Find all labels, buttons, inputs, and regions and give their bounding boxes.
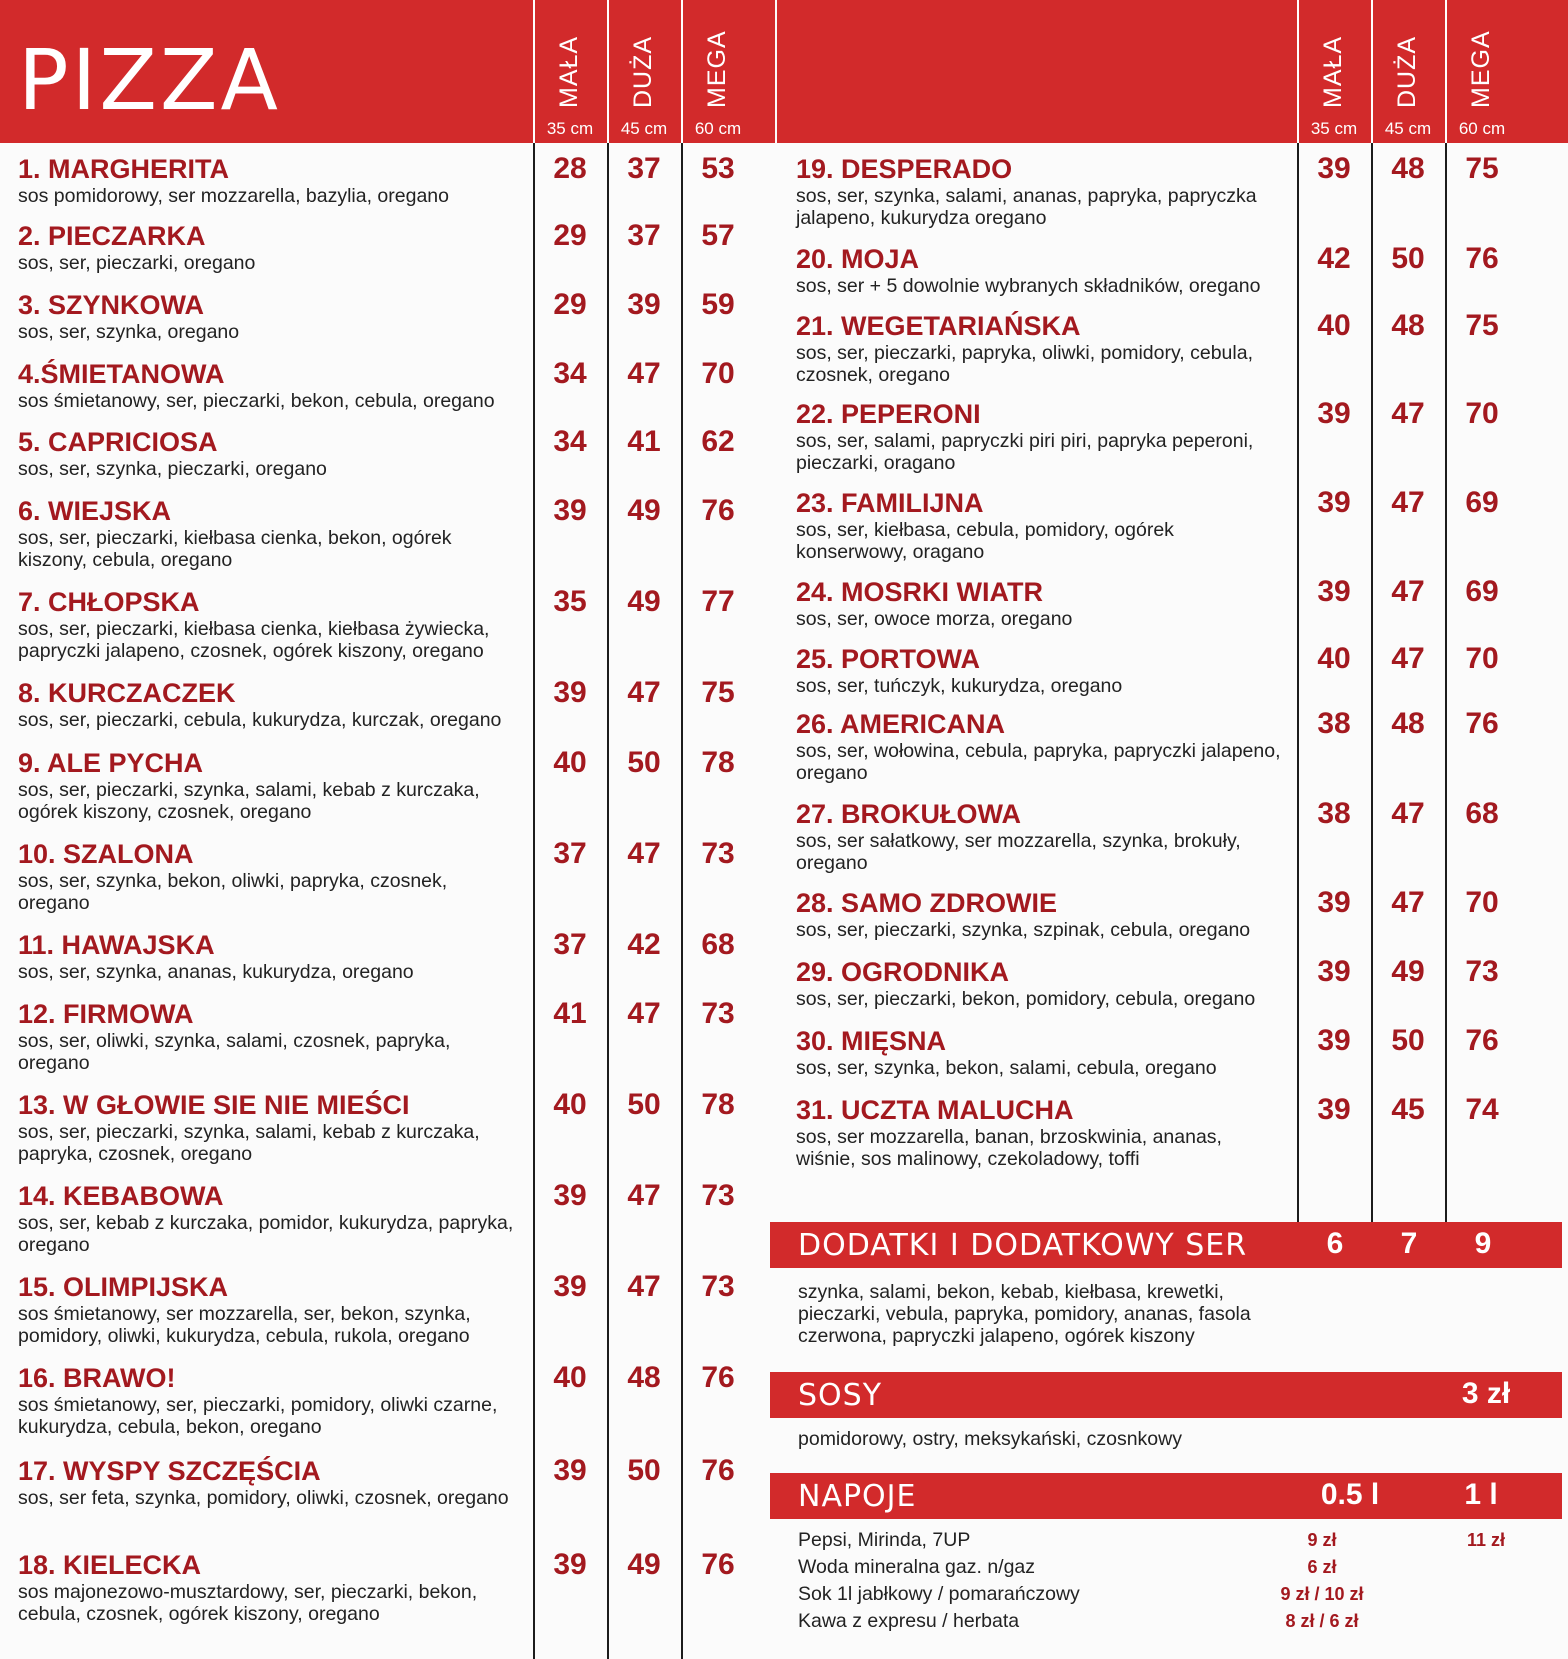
item-price-small: 39 bbox=[553, 676, 587, 709]
item-name: 22. PEPERONI bbox=[796, 399, 981, 429]
item-name: 24. MOSRKI WIATR bbox=[796, 577, 1044, 607]
drink-name: Kawa z expresu / herbata bbox=[798, 1610, 1020, 1632]
drink-price-05l: 8 zł / 6 zł bbox=[1285, 1611, 1359, 1631]
menu-item bbox=[796, 643, 1284, 697]
item-price-mega: 59 bbox=[701, 288, 735, 321]
item-price-small: 39 bbox=[553, 1179, 587, 1212]
item-price-small: 39 bbox=[1317, 397, 1351, 430]
item-price-small: 34 bbox=[553, 357, 587, 390]
item-price-mega: 73 bbox=[1465, 955, 1499, 988]
extras-price-large: 7 bbox=[1400, 1227, 1418, 1260]
menu-item bbox=[18, 586, 523, 662]
item-price-small: 39 bbox=[1317, 486, 1351, 519]
drinks-header bbox=[770, 1473, 1562, 1519]
item-price-large: 47 bbox=[1391, 397, 1425, 430]
right-size-header-0 bbox=[1299, 0, 1369, 143]
item-price-small: 39 bbox=[1317, 575, 1351, 608]
item-price-small: 37 bbox=[553, 928, 587, 961]
menu-item bbox=[18, 289, 523, 343]
item-price-mega: 73 bbox=[701, 1179, 735, 1212]
size-cm: 45 cm bbox=[620, 119, 668, 138]
item-description: sos, ser sałatkowy, ser mozzarella, szynka, brokuły, oregano bbox=[796, 830, 1241, 874]
item-price-small: 35 bbox=[553, 585, 587, 618]
item-price-large: 48 bbox=[1391, 707, 1425, 740]
menu-item bbox=[18, 747, 523, 823]
item-description: sos, ser, pieczarki, szynka, salami, kebab z kurczaka, ogórek kiszony, czosnek, oregano bbox=[18, 779, 480, 823]
right-size-header-2 bbox=[1447, 0, 1517, 143]
item-price-large: 47 bbox=[1391, 886, 1425, 919]
item-price-small: 39 bbox=[553, 1270, 587, 1303]
menu-item bbox=[796, 243, 1284, 297]
item-price-mega: 76 bbox=[1465, 242, 1499, 275]
item-price-mega: 76 bbox=[1465, 1024, 1499, 1057]
item-price-large: 50 bbox=[627, 1454, 661, 1487]
item-price-large: 39 bbox=[627, 288, 661, 321]
drink-name: Sok 1l jabłkowy / pomarańczowy bbox=[798, 1583, 1080, 1605]
item-price-mega: 73 bbox=[701, 1270, 735, 1303]
item-name: 14. KEBABOWA bbox=[18, 1181, 224, 1211]
menu-item bbox=[796, 887, 1284, 941]
item-price-large: 49 bbox=[627, 494, 661, 527]
menu-item bbox=[18, 998, 523, 1074]
header-divider bbox=[533, 0, 535, 143]
item-description: sos, ser, szynka, oregano bbox=[18, 321, 240, 343]
item-name: 5. CAPRICIOSA bbox=[18, 427, 218, 457]
item-description: sos, ser, szynka, bekon, oliwki, papryka, czosnek, oregano bbox=[18, 870, 448, 914]
item-price-small: 39 bbox=[1317, 152, 1351, 185]
item-name: 23. FAMILIJNA bbox=[796, 488, 984, 518]
item-price-large: 47 bbox=[627, 1179, 661, 1212]
item-name: 8. KURCZACZEK bbox=[18, 678, 236, 708]
item-price-small: 38 bbox=[1317, 707, 1351, 740]
item-price-mega: 76 bbox=[701, 1548, 735, 1581]
extras-price-mega: 9 bbox=[1474, 1227, 1492, 1260]
item-price-mega: 68 bbox=[701, 928, 735, 961]
item-name: 13. W GŁOWIE SIE NIE MIEŚCI bbox=[18, 1090, 410, 1120]
menu-item bbox=[796, 1025, 1284, 1079]
item-description: sos, ser + 5 dowolnie wybranych składników, oregano bbox=[796, 275, 1261, 297]
item-price-mega: 73 bbox=[701, 997, 735, 1030]
item-description: sos śmietanowy, ser mozzarella, ser, bekon, szynka, pomidory, oliwki, kukurydza, cebula, rukola, oregano bbox=[18, 1303, 471, 1347]
menu-item bbox=[18, 1362, 523, 1438]
menu-item bbox=[18, 1455, 523, 1509]
size-cm: 45 cm bbox=[1384, 119, 1432, 138]
item-description: sos, ser, pieczarki, bekon, pomidory, cebula, oregano bbox=[796, 988, 1256, 1010]
menu-item bbox=[18, 838, 523, 914]
item-price-large: 47 bbox=[627, 837, 661, 870]
item-price-small: 34 bbox=[553, 425, 587, 458]
item-name: 4.ŚMIETANOWA bbox=[18, 359, 225, 389]
item-price-mega: 76 bbox=[1465, 707, 1499, 740]
item-name: 9. ALE PYCHA bbox=[18, 748, 204, 778]
menu-item bbox=[18, 220, 523, 274]
item-description: sos śmietanowy, ser, pieczarki, pomidory, oliwki czarne, kukurydza, cebula, bekon, oregano bbox=[18, 1394, 498, 1438]
item-description: sos, ser, szynka, ananas, kukurydza, oregano bbox=[18, 961, 414, 983]
item-description: sos śmietanowy, ser, pieczarki, bekon, cebula, oregano bbox=[18, 390, 495, 412]
item-name: 21. WEGETARIAŃSKA bbox=[796, 311, 1081, 341]
item-price-small: 39 bbox=[1317, 955, 1351, 988]
item-price-small: 29 bbox=[553, 219, 587, 252]
item-name: 27. BROKUŁOWA bbox=[796, 799, 1022, 829]
item-name: 1. MARGHERITA bbox=[18, 154, 230, 184]
item-price-mega: 76 bbox=[701, 494, 735, 527]
item-price-small: 39 bbox=[553, 1454, 587, 1487]
item-name: 6. WIEJSKA bbox=[18, 496, 172, 526]
size-label: DUŻA bbox=[1393, 35, 1421, 108]
menu-item bbox=[796, 487, 1284, 563]
item-name: 7. CHŁOPSKA bbox=[18, 587, 200, 617]
price-column-divider bbox=[1445, 143, 1447, 1222]
item-price-small: 41 bbox=[553, 997, 587, 1030]
item-description: sos pomidorowy, ser mozzarella, bazylia, oregano bbox=[18, 185, 449, 207]
drink-name: Pepsi, Mirinda, 7UP bbox=[798, 1529, 971, 1551]
drink-price-05l: 6 zł bbox=[1307, 1557, 1337, 1577]
item-price-mega: 70 bbox=[1465, 886, 1499, 919]
menu-item bbox=[18, 677, 523, 731]
drink-price-05l: 9 zł bbox=[1307, 1530, 1337, 1550]
item-description: sos, ser, pieczarki, kiełbasa cienka, kiełbasa żywiecka, papryczki jalapeno, czosnek, ogórek kiszony, oregano bbox=[18, 618, 490, 662]
drink-price-05l: 9 zł / 10 zł bbox=[1280, 1584, 1364, 1604]
size-cm: 60 cm bbox=[1458, 119, 1506, 138]
menu-item bbox=[18, 153, 523, 207]
item-price-small: 40 bbox=[553, 1088, 587, 1121]
item-description: sos, ser, pieczarki, papryka, oliwki, pomidory, cebula, czosnek, oregano bbox=[796, 342, 1253, 386]
item-price-mega: 78 bbox=[701, 746, 735, 779]
item-price-mega: 70 bbox=[1465, 642, 1499, 675]
item-name: 12. FIRMOWA bbox=[18, 999, 194, 1029]
item-description: sos, ser, pieczarki, szynka, salami, kebab z kurczaka, papryka, czosnek, oregano bbox=[18, 1121, 480, 1165]
item-price-mega: 77 bbox=[701, 585, 735, 618]
item-price-mega: 76 bbox=[701, 1454, 735, 1487]
item-description: sos, ser, szynka, salami, ananas, papryka, papryczka jalapeno, kukurydza oregano bbox=[796, 185, 1257, 229]
size-label: MAŁA bbox=[1319, 35, 1347, 108]
drinks-col-1l: 1 l bbox=[1464, 1478, 1498, 1511]
item-price-large: 47 bbox=[627, 1270, 661, 1303]
item-name: 3. SZYNKOWA bbox=[18, 290, 205, 320]
extras-header bbox=[770, 1222, 1562, 1268]
menu-item bbox=[18, 1089, 523, 1165]
item-price-large: 50 bbox=[1391, 1024, 1425, 1057]
item-price-small: 40 bbox=[553, 746, 587, 779]
drink-price-1l: 11 zł bbox=[1466, 1530, 1506, 1550]
item-price-mega: 70 bbox=[1465, 397, 1499, 430]
item-name: 29. OGRODNIKA bbox=[796, 957, 1010, 987]
item-price-small: 40 bbox=[1317, 642, 1351, 675]
item-price-large: 47 bbox=[1391, 797, 1425, 830]
item-price-large: 50 bbox=[627, 746, 661, 779]
item-price-small: 39 bbox=[1317, 1024, 1351, 1057]
item-description: sos, ser, kebab z kurczaka, pomidor, kukurydza, papryka, oregano bbox=[18, 1212, 514, 1256]
size-cm: 35 cm bbox=[1310, 119, 1358, 138]
item-price-mega: 62 bbox=[701, 425, 735, 458]
menu-item bbox=[18, 1549, 523, 1625]
item-description: sos, ser, pieczarki, kiełbasa cienka, bekon, ogórek kiszony, cebula, oregano bbox=[18, 527, 452, 571]
extras-description: szynka, salami, bekon, kebab, kiełbasa, krewetki, pieczarki, vebula, papryka, pomidory, ananas, fasola czerwona, papryczki jalapeno, ogórek kiszony bbox=[798, 1281, 1251, 1347]
item-price-mega: 76 bbox=[701, 1361, 735, 1394]
item-name: 30. MIĘSNA bbox=[796, 1026, 947, 1056]
item-description: sos, ser, oliwki, szynka, salami, czosnek, papryka, oregano bbox=[18, 1030, 451, 1074]
item-price-mega: 78 bbox=[701, 1088, 735, 1121]
item-name: 18. KIELECKA bbox=[18, 1550, 202, 1580]
item-price-mega: 68 bbox=[1465, 797, 1499, 830]
menu-item bbox=[18, 495, 523, 571]
extras-price-small: 6 bbox=[1326, 1227, 1344, 1260]
item-price-large: 37 bbox=[627, 152, 661, 185]
left-size-header-0 bbox=[535, 0, 605, 143]
right-size-header-1 bbox=[1373, 0, 1443, 143]
sauces-price: 3 zł bbox=[1461, 1377, 1511, 1410]
item-description: sos, ser mozzarella, banan, brzoskwinia, ananas, wiśnie, sos malinowy, czekoladowy, toffi bbox=[796, 1126, 1222, 1170]
item-price-large: 50 bbox=[1391, 242, 1425, 275]
item-name: 19. DESPERADO bbox=[796, 154, 1013, 184]
item-price-large: 49 bbox=[627, 1548, 661, 1581]
item-price-small: 39 bbox=[1317, 1093, 1351, 1126]
menu-item bbox=[796, 708, 1284, 784]
menu-item bbox=[18, 1180, 523, 1256]
item-price-large: 47 bbox=[627, 676, 661, 709]
menu-item bbox=[18, 1271, 523, 1347]
item-price-large: 47 bbox=[627, 997, 661, 1030]
item-price-small: 29 bbox=[553, 288, 587, 321]
menu-item bbox=[796, 1094, 1284, 1170]
item-price-small: 42 bbox=[1317, 242, 1351, 275]
item-description: sos, ser, owoce morza, oregano bbox=[796, 608, 1073, 630]
item-name: 17. WYSPY SZCZĘŚCIA bbox=[18, 1456, 321, 1486]
menu-item bbox=[18, 929, 523, 983]
menu-item bbox=[796, 398, 1284, 474]
size-cm: 60 cm bbox=[694, 119, 742, 138]
item-name: 11. HAWAJSKA bbox=[18, 930, 215, 960]
item-price-mega: 75 bbox=[1465, 152, 1499, 185]
left-size-header-2 bbox=[683, 0, 753, 143]
item-price-mega: 57 bbox=[701, 219, 735, 252]
price-column-divider bbox=[1297, 143, 1299, 1222]
menu-item bbox=[18, 426, 523, 480]
item-price-large: 42 bbox=[627, 928, 661, 961]
item-price-large: 48 bbox=[1391, 152, 1425, 185]
item-name: 15. OLIMPIJSKA bbox=[18, 1272, 229, 1302]
item-price-small: 28 bbox=[553, 152, 587, 185]
item-description: sos, ser, pieczarki, oregano bbox=[18, 252, 256, 274]
extras-title: DODATKI I DODATKOWY SER bbox=[798, 1228, 1248, 1263]
item-name: 25. PORTOWA bbox=[796, 644, 981, 674]
left-size-header-1 bbox=[609, 0, 679, 143]
item-price-large: 45 bbox=[1391, 1093, 1425, 1126]
item-name: 28. SAMO ZDROWIE bbox=[796, 888, 1058, 918]
item-name: 26. AMERICANA bbox=[796, 709, 1006, 739]
sauces-description: pomidorowy, ostry, meksykański, czosnkowy bbox=[798, 1428, 1182, 1450]
size-label: MEGA bbox=[1467, 30, 1495, 108]
item-price-small: 38 bbox=[1317, 797, 1351, 830]
item-price-large: 47 bbox=[1391, 642, 1425, 675]
item-name: 31. UCZTA MALUCHA bbox=[796, 1095, 1074, 1125]
item-description: sos majonezowo-musztardowy, ser, pieczarki, bekon, cebula, czosnek, ogórek kiszony, oregano bbox=[18, 1581, 478, 1625]
item-price-large: 41 bbox=[627, 425, 661, 458]
item-price-large: 37 bbox=[627, 219, 661, 252]
item-name: 16. BRAWO! bbox=[18, 1363, 176, 1393]
item-price-large: 48 bbox=[627, 1361, 661, 1394]
item-description: sos, ser, tuńczyk, kukurydza, oregano bbox=[796, 675, 1123, 697]
item-price-mega: 70 bbox=[701, 357, 735, 390]
menu-item bbox=[796, 798, 1284, 874]
item-description: sos, ser, szynka, pieczarki, oregano bbox=[18, 458, 327, 480]
item-name: 10. SZALONA bbox=[18, 839, 194, 869]
item-price-large: 48 bbox=[1391, 309, 1425, 342]
item-description: sos, ser, pieczarki, szynka, szpinak, cebula, oregano bbox=[796, 919, 1251, 941]
item-price-small: 37 bbox=[553, 837, 587, 870]
item-price-large: 50 bbox=[627, 1088, 661, 1121]
size-cm: 35 cm bbox=[546, 119, 594, 138]
item-price-small: 39 bbox=[1317, 886, 1351, 919]
header-divider bbox=[607, 0, 609, 143]
menu-item bbox=[796, 153, 1284, 229]
item-price-large: 47 bbox=[1391, 575, 1425, 608]
item-price-mega: 53 bbox=[701, 152, 735, 185]
item-price-large: 47 bbox=[627, 357, 661, 390]
item-price-mega: 75 bbox=[1465, 309, 1499, 342]
item-price-small: 40 bbox=[553, 1361, 587, 1394]
item-price-mega: 73 bbox=[701, 837, 735, 870]
item-description: sos, ser, wołowina, cebula, papryka, papryczki jalapeno, oregano bbox=[796, 740, 1281, 784]
size-label: MAŁA bbox=[555, 35, 583, 108]
page-title: PIZZA bbox=[18, 31, 281, 129]
item-price-mega: 75 bbox=[701, 676, 735, 709]
price-column-divider bbox=[1371, 143, 1373, 1222]
sauces-title: SOSY bbox=[798, 1378, 883, 1413]
menu-item bbox=[796, 310, 1284, 386]
drinks-title: NAPOJE bbox=[798, 1479, 917, 1514]
header-divider bbox=[681, 0, 683, 143]
item-price-small: 39 bbox=[553, 494, 587, 527]
header-divider bbox=[1371, 0, 1373, 143]
item-price-large: 49 bbox=[1391, 955, 1425, 988]
item-name: 20. MOJA bbox=[796, 244, 920, 274]
size-label: MEGA bbox=[703, 30, 731, 108]
item-price-mega: 74 bbox=[1465, 1093, 1499, 1126]
drink-name: Woda mineralna gaz. n/gaz bbox=[798, 1556, 1036, 1578]
item-description: sos, ser, salami, papryczki piri piri, papryka peperoni, pieczarki, oragano bbox=[796, 430, 1254, 474]
menu-item bbox=[796, 576, 1284, 630]
item-price-mega: 69 bbox=[1465, 575, 1499, 608]
item-description: sos, ser, pieczarki, cebula, kukurydza, kurczak, oregano bbox=[18, 709, 502, 731]
drinks-col-05l: 0.5 l bbox=[1320, 1478, 1380, 1511]
item-price-large: 47 bbox=[1391, 486, 1425, 519]
item-price-mega: 69 bbox=[1465, 486, 1499, 519]
header-divider bbox=[1445, 0, 1447, 143]
item-description: sos, ser, szynka, bekon, salami, cebula, oregano bbox=[796, 1057, 1217, 1079]
item-name: 2. PIECZARKA bbox=[18, 221, 206, 251]
menu-item bbox=[18, 358, 523, 412]
item-price-small: 39 bbox=[553, 1548, 587, 1581]
item-price-large: 49 bbox=[627, 585, 661, 618]
sauces-header bbox=[770, 1372, 1562, 1418]
item-description: sos, ser, kiełbasa, cebula, pomidory, ogórek konserwowy, oragano bbox=[796, 519, 1174, 563]
item-description: sos, ser feta, szynka, pomidory, oliwki, czosnek, oregano bbox=[18, 1487, 509, 1509]
menu-item bbox=[796, 956, 1284, 1010]
size-label: DUŻA bbox=[629, 35, 657, 108]
item-price-small: 40 bbox=[1317, 309, 1351, 342]
header-divider bbox=[1297, 0, 1299, 143]
